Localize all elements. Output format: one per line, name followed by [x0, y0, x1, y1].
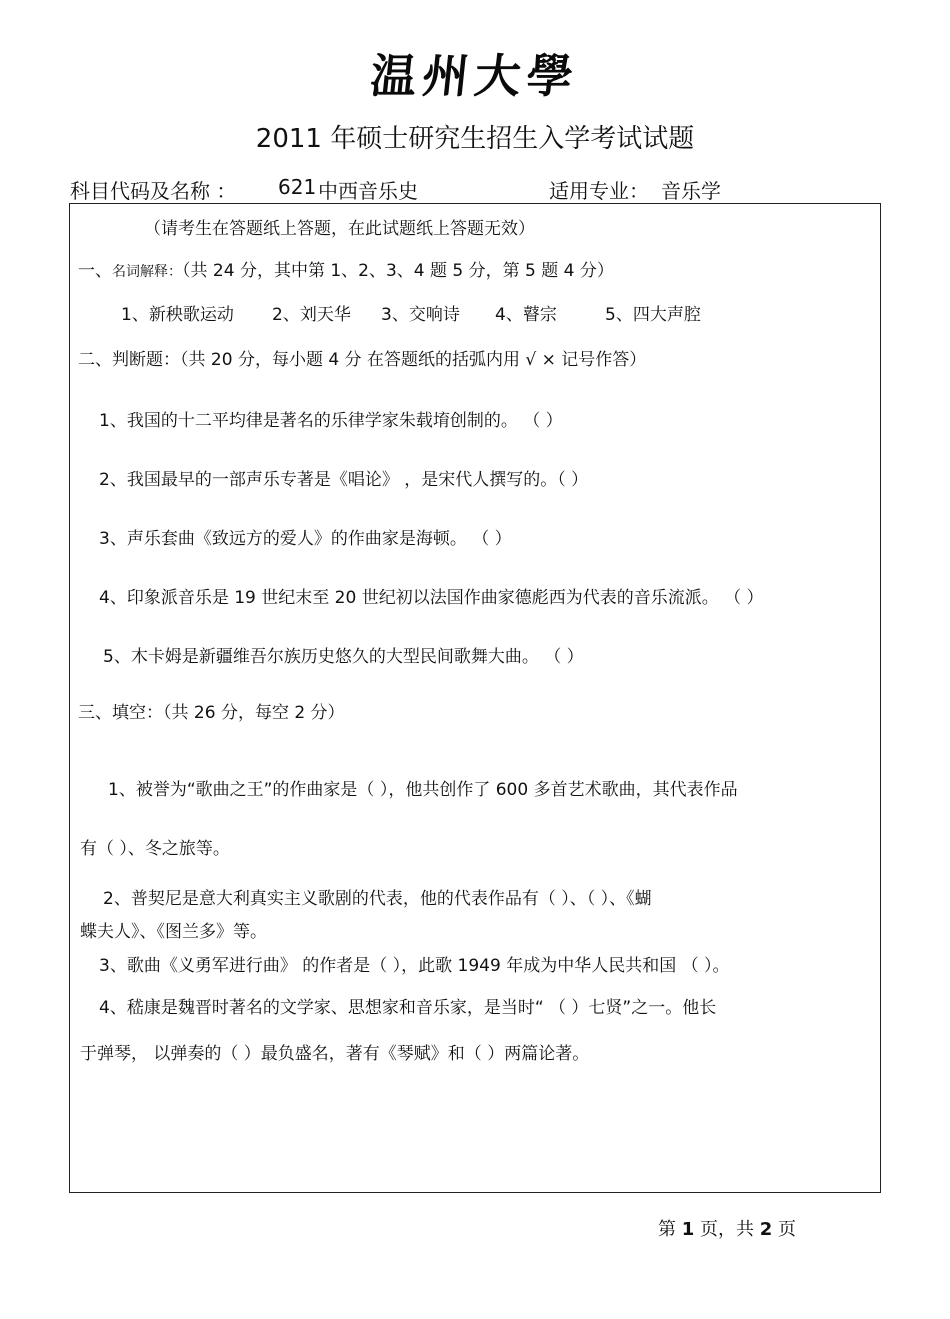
fill-line: 1、被誉为“歌曲之王”的作曲家是（ ），他共创作了 600 多首艺术歌曲，其代表作品	[108, 780, 738, 800]
term-item: 5、四大声腔	[605, 305, 701, 325]
fill-line: 2、普契尼是意大利真实主义歌剧的代表，他的代表作品有（ ）、（ ）、《蝴	[103, 889, 652, 909]
total-pages: 2	[759, 1219, 773, 1240]
term-item: 2、刘天华	[272, 305, 351, 325]
section1-detail: （共 24 分，其中第 1、2、3、4 题 5 分，第 5 题 4 分）	[182, 261, 614, 281]
page-middle: 页，共	[694, 1219, 760, 1240]
judgment-item: 3、声乐套曲《致远方的爱人》的作曲家是海顿。 （ ）	[99, 529, 512, 549]
subject-name: 中西音乐史	[318, 179, 418, 203]
judgment-item: 5、木卡姆是新疆维吾尔族历史悠久的大型民间歌舞大曲。 （ ）	[103, 647, 584, 667]
section3-heading: 三、填空：（共 26 分，每空 2 分）	[78, 703, 345, 723]
fill-line: 4、嵇康是魏晋时著名的文学家、思想家和音乐家，是当时“ （ ）七贤”之一。他长	[99, 998, 717, 1018]
term-item: 1、新秧歌运动	[121, 305, 234, 325]
page-suffix: 页	[772, 1219, 796, 1240]
subject-label: 科目代码及名称 ：	[70, 179, 237, 203]
judgment-item: 2、我国最早的一部声乐专著是《唱论》 ，是宋代人撰写的。（ ）	[99, 470, 589, 490]
current-page: 1	[681, 1219, 695, 1240]
section1-heading	[78, 256, 614, 281]
university-logo: 温州大學	[367, 49, 582, 103]
fill-line: 有（ ）、冬之旅等。	[80, 839, 230, 859]
term-item: 3、交响诗	[381, 305, 460, 325]
major-label: 适用专业：	[549, 179, 649, 203]
section1-prefix: 一、	[78, 261, 112, 281]
exam-title: 2011 年硕士研究生招生入学考试试题	[255, 124, 695, 154]
instruction-text: （请考生在答题纸上答题，在此试题纸上答题无效）	[144, 219, 535, 239]
page-number	[658, 1215, 796, 1241]
section2-heading: 二、判断题：（共 20 分，每小题 4 分 在答题纸的括弧内用 √ × 记号作答）	[78, 350, 647, 370]
fill-line: 3、歌曲《义勇军进行曲》 的作者是（ ），此歌 1949 年成为中华人民共和国 （ ）。	[99, 956, 730, 976]
subject-code: 621	[278, 175, 317, 199]
page-prefix: 第	[658, 1219, 682, 1240]
term-item: 4、瞽宗	[495, 305, 557, 325]
fill-line: 于弹琴， 以弹奏的（ ）最负盛名，著有《琴赋》和（ ）两篇论著。	[80, 1044, 590, 1064]
judgment-item: 1、我国的十二平均律是著名的乐律学家朱载堉创制的。 （ ）	[99, 411, 563, 431]
major-value: 音乐学	[661, 179, 721, 203]
judgment-item: 4、印象派音乐是 19 世纪末至 20 世纪初以法国作曲家德彪西为代表的音乐流派。 （ ）	[99, 588, 764, 608]
section1-label: 名词解释：	[112, 264, 182, 280]
fill-line: 蝶夫人》、《图兰多》等。	[80, 922, 267, 942]
